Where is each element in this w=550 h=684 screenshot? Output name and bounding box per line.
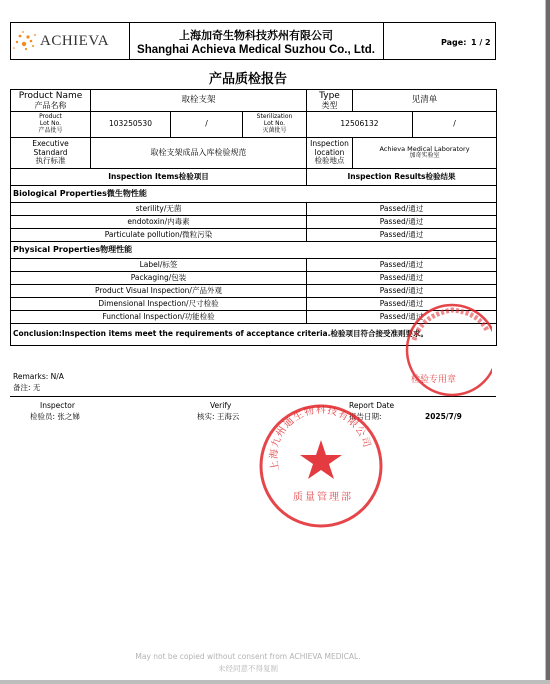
footer-copy-notice-cn: 未经同意不得复制 [218, 664, 278, 673]
sterilization-lot-label [243, 112, 307, 138]
conclusion-text: Conclusion:Inspection items meet the requirements of acceptance criteria.检验项目符合接受准则要求。 [11, 324, 497, 346]
inspection-location-value-cn: 加奇实验室 [409, 152, 440, 160]
column-header-row [11, 169, 497, 186]
page-value: 1 / 2 [471, 38, 491, 47]
inspection-location-label-cn: 检验地点 [314, 156, 345, 166]
company-name-en: Shanghai Achieva Medical Suzhou Co., Ltd. [137, 44, 375, 56]
result-cell: Passed/通过 [307, 203, 497, 216]
type-label-en: Type [319, 90, 340, 101]
product-name-label [11, 90, 91, 112]
product-lot-value-2: / [171, 112, 243, 138]
standard-row [11, 138, 497, 169]
product-name-label-en: Product Name [18, 90, 83, 101]
product-lot-label-en2: Lot No. [39, 120, 62, 128]
executive-standard-label-en1: Executive [32, 139, 69, 149]
quality-stamp [255, 400, 387, 532]
physical-section-row [11, 242, 497, 259]
sterilization-lot-value-2: / [413, 112, 497, 138]
product-lot-label-en1: Product [39, 113, 62, 121]
biological-section-title: Biological Properties微生物性能 [11, 186, 497, 203]
company-logo [11, 23, 130, 59]
type-label [307, 90, 353, 112]
remarks-en: Remarks: N/A [13, 372, 64, 381]
page-bottom-edge [0, 680, 550, 684]
inspector-label-en: Inspector [40, 401, 75, 410]
result-cell: Passed/通过 [307, 311, 497, 324]
inspection-location-value [353, 138, 497, 169]
document-header [10, 22, 496, 60]
result-cell: Passed/通过 [307, 285, 497, 298]
company-name-block [129, 23, 384, 59]
table-row [11, 285, 497, 298]
report-date-value: 2025/7/9 [425, 412, 462, 421]
physical-section-title: Physical Properties物理性能 [11, 242, 497, 259]
executive-standard-value: 取栓支架成品入库检验规范 [91, 138, 307, 169]
logo-text: ACHIEVA [40, 33, 110, 49]
type-label-cn: 类型 [321, 101, 338, 111]
item-cell: Packaging/包装 [11, 272, 307, 285]
report-date-label-cn: 报告日期: [349, 412, 382, 421]
product-lot-label [11, 112, 91, 138]
company-name-cn: 上海加奇生物科技苏州有限公司 [179, 29, 333, 42]
remarks-cn: 备注: 无 [13, 383, 41, 392]
sterilization-lot-label-cn: 灭菌批号 [262, 126, 287, 134]
result-cell: Passed/通过 [307, 272, 497, 285]
table-row [11, 229, 497, 242]
inspection-location-label-en2: location [314, 147, 345, 157]
product-lot-label-cn: 产品批号 [38, 126, 63, 134]
page-label: Page: [441, 38, 467, 47]
result-cell: Passed/通过 [307, 229, 497, 242]
inspector-label-cn: 检验员: 张之娣 [30, 412, 80, 421]
item-cell: Particulate pollution/微粒污染 [11, 229, 307, 242]
item-cell: Functional Inspection/功能检验 [11, 311, 307, 324]
verify-label-en: Verify [210, 401, 232, 410]
item-cell: endotoxin/内毒素 [11, 216, 307, 229]
item-cell: sterility/无菌 [11, 203, 307, 216]
product-name-row [11, 90, 497, 112]
inspection-location-label [307, 138, 353, 169]
inspection-items-header: Inspection Items检验项目 [11, 169, 307, 186]
executive-standard-label-en2: Standard [33, 147, 68, 157]
product-name-label-cn: 产品名称 [34, 101, 67, 111]
report-date-label-en: Report Date [349, 401, 395, 410]
lot-row [11, 112, 497, 138]
quality-stamp-ring-textpath: 上海九州通生物科技有限公司 [268, 404, 373, 472]
product-name-value: 取栓支架 [91, 90, 307, 112]
type-value: 见清单 [353, 90, 497, 112]
quality-stamp-text: 质量管理部 [293, 492, 353, 503]
executive-standard-label-cn: 执行标准 [35, 156, 66, 166]
sterilization-lot-label-en1: Sterilization [256, 113, 293, 121]
page-shadow [546, 0, 550, 684]
biological-section-row [11, 186, 497, 203]
item-cell: Label/标签 [11, 259, 307, 272]
table-row [11, 259, 497, 272]
result-cell: Passed/通过 [307, 259, 497, 272]
executive-standard-label [11, 138, 91, 169]
inspection-location-value-en: Achieva Medical Laboratory [379, 144, 470, 153]
inspection-results-header: Inspection Results检验结果 [307, 169, 497, 186]
item-cell: Dimensional Inspection/尺寸检验 [11, 298, 307, 311]
inspection-stamp-text: 检验专用章 [411, 375, 457, 385]
sterilization-lot-label-en2: Lot No. [263, 120, 286, 128]
page-number-block [383, 23, 495, 59]
footer-copy-notice-en: May not be copied without consent from ACHIEVA MEDICAL. [135, 652, 361, 661]
table-row [11, 216, 497, 229]
product-lot-value: 103250530 [91, 112, 171, 138]
table-row [11, 203, 497, 216]
result-cell: Passed/通过 [307, 298, 497, 311]
sterilization-lot-value: 12506132 [307, 112, 413, 138]
star-icon [300, 440, 342, 479]
inspection-stamp [392, 300, 492, 400]
item-cell: Product Visual Inspection/产品外观 [11, 285, 307, 298]
inspection-location-label-en1: Inspection [310, 139, 349, 149]
report-title: 产品质检报告 [208, 72, 287, 87]
verify-label-cn: 核实: 王海云 [197, 412, 240, 421]
result-cell: Passed/通过 [307, 216, 497, 229]
table-row [11, 272, 497, 285]
